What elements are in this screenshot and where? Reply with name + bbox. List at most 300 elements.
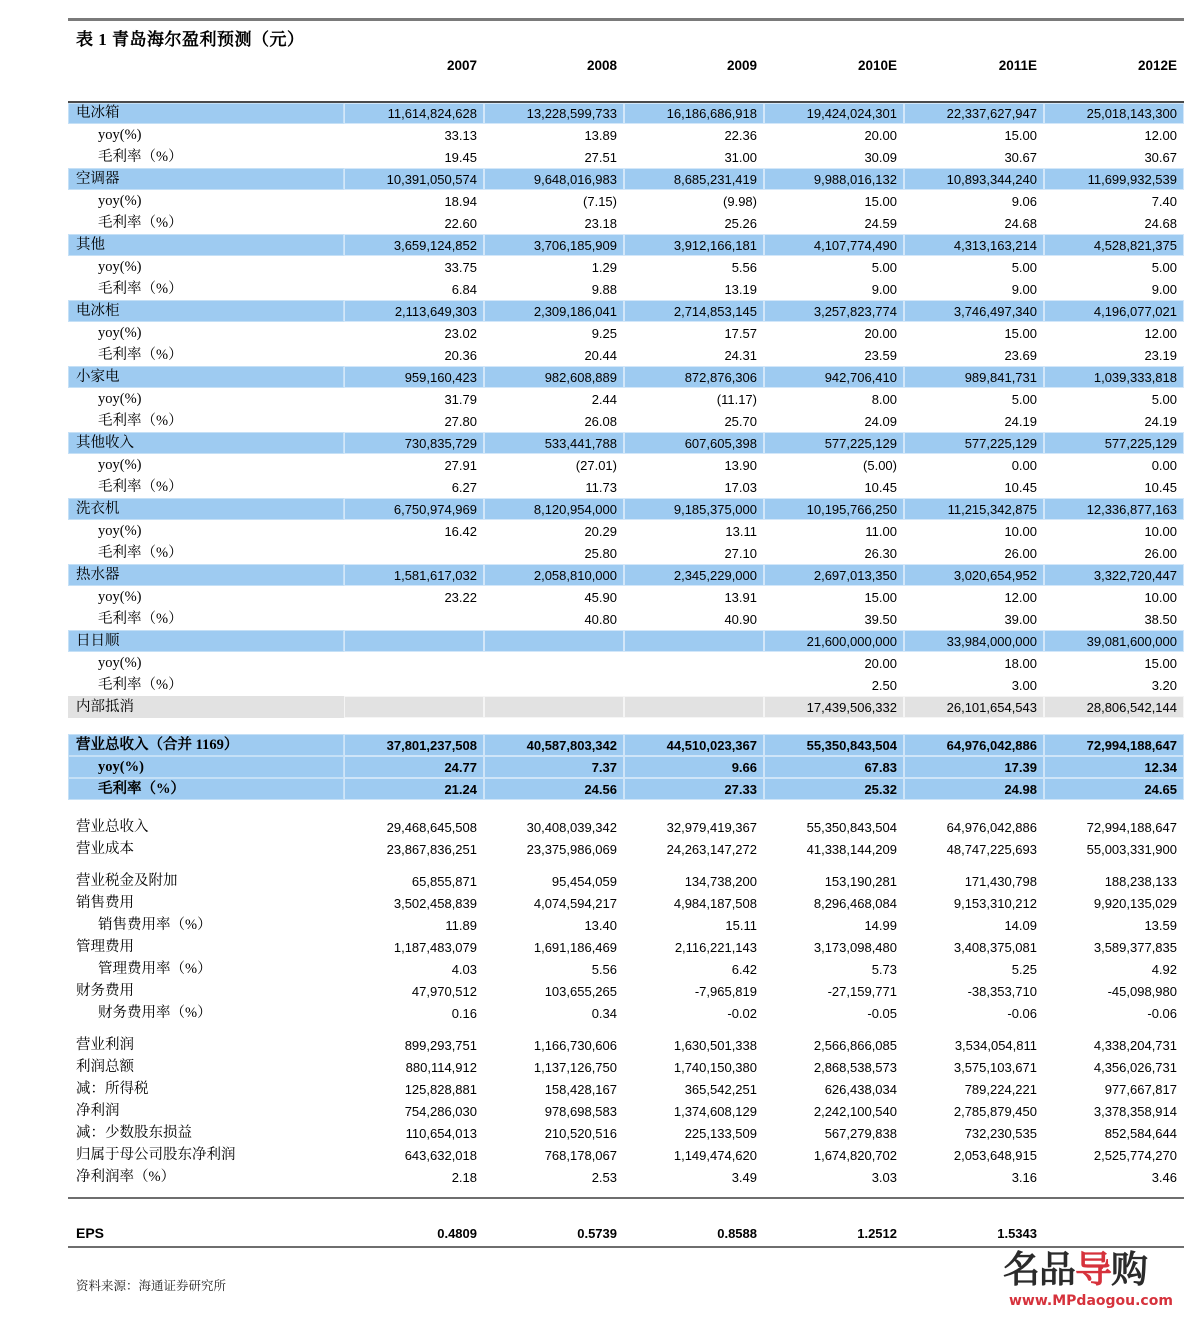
table-cell: 10,391,050,574 <box>344 168 484 190</box>
segment-yoy-label: yoy(%) <box>98 258 142 275</box>
segment-margin-label: 毛利率（%） <box>98 610 183 627</box>
table-cell: 3.03 <box>871 1169 897 1185</box>
spacer-cell <box>68 718 344 734</box>
table-cell: 0.34 <box>591 1005 617 1021</box>
table-cell: 24.59 <box>864 215 897 231</box>
table-cell: 4,107,774,490 <box>764 234 904 256</box>
spacer-cell <box>344 800 484 816</box>
summary-margin-label: 毛利率（%） <box>68 778 344 800</box>
segment-row <box>68 168 1184 190</box>
table-cell: 626,438,034 <box>824 1081 897 1097</box>
summary-yoy-label: yoy(%) <box>68 756 344 778</box>
spacer-cell <box>68 860 344 870</box>
segment-name: 空调器 <box>68 168 344 190</box>
table-cell: 22.36 <box>724 127 757 143</box>
table-cell: 0.00 <box>1011 457 1037 473</box>
segment-yoy-label: yoy(%) <box>98 192 142 209</box>
segment-row <box>68 630 1184 652</box>
table-cell: 789,224,221 <box>964 1081 1037 1097</box>
table-cell: 20.00 <box>864 655 897 671</box>
table-cell: 39.50 <box>864 611 897 627</box>
table-cell: 11,699,932,539 <box>1044 168 1184 190</box>
table-cell <box>344 630 484 652</box>
table-cell: -0.05 <box>867 1005 897 1021</box>
table-cell: 15.00 <box>864 193 897 209</box>
segment-yoy-label: yoy(%) <box>98 390 142 407</box>
spacer-cell <box>484 1188 624 1198</box>
table-header-row <box>68 54 1184 80</box>
watermark-url: www.MPdaogou.com <box>1009 1293 1173 1309</box>
table-cell: 577,225,129 <box>1044 432 1184 454</box>
spacer-cell <box>764 718 904 734</box>
table-cell: 67.83 <box>764 756 904 778</box>
financial-table-container <box>68 18 1184 1294</box>
table-cell: 225,133,509 <box>684 1125 757 1141</box>
income-statement-row <box>68 1144 1184 1166</box>
table-cell: 643,632,018 <box>404 1147 477 1163</box>
table-cell: 13.19 <box>724 281 757 297</box>
segment-row <box>68 300 1184 322</box>
table-cell: -0.02 <box>727 1005 757 1021</box>
table-cell: 9,153,310,212 <box>953 895 1037 911</box>
column-header-2011E: 2011E <box>998 57 1037 73</box>
spacer-cell <box>484 860 624 870</box>
table-cell: 1,674,820,702 <box>813 1147 897 1163</box>
table-cell: 730,835,729 <box>344 432 484 454</box>
rule-cell <box>484 1247 624 1269</box>
column-header-2008: 2008 <box>586 57 617 73</box>
table-cell: 8.00 <box>871 391 897 407</box>
table-cell: 989,841,731 <box>904 366 1044 388</box>
table-cell: 0.4809 <box>437 1225 477 1241</box>
table-cell: 9.00 <box>1151 281 1177 297</box>
rule-cell <box>344 80 484 102</box>
table-cell: 9.06 <box>1011 193 1037 209</box>
segment-yoy-label: yoy(%) <box>98 654 142 671</box>
rule-cell <box>68 80 344 102</box>
segment-row <box>68 564 1184 586</box>
table-cell: 6,750,974,969 <box>344 498 484 520</box>
table-cell: 9.00 <box>871 281 897 297</box>
table-cell: -0.06 <box>1007 1005 1037 1021</box>
table-cell: 3,322,720,447 <box>1044 564 1184 586</box>
table-cell: 3,378,358,914 <box>1093 1103 1177 1119</box>
table-cell: 26.00 <box>1144 545 1177 561</box>
table-cell: 982,608,889 <box>484 366 624 388</box>
table-cell: 26.30 <box>864 545 897 561</box>
table-cell: 158,428,167 <box>544 1081 617 1097</box>
table-cell: 103,655,265 <box>544 983 617 999</box>
eps-row <box>68 1220 1184 1247</box>
table-cell: 2,058,810,000 <box>484 564 624 586</box>
table-cell: 365,542,251 <box>684 1081 757 1097</box>
spacer-cell <box>344 1188 484 1198</box>
segment-yoy-label: yoy(%) <box>98 522 142 539</box>
segment-margin-row <box>68 278 1184 300</box>
table-cell: 15.00 <box>1004 325 1037 341</box>
table-cell <box>624 630 764 652</box>
segment-margin-label: 毛利率（%） <box>98 280 183 297</box>
watermark-char: 导 <box>1075 1248 1111 1291</box>
table-cell: 1.2512 <box>857 1225 897 1241</box>
income-statement-label: 营业成本 <box>76 840 134 857</box>
table-cell: 7.37 <box>484 756 624 778</box>
table-cell: 23.02 <box>444 325 477 341</box>
segment-yoy-label: yoy(%) <box>98 456 142 473</box>
profit-forecast-table <box>68 54 1184 1269</box>
segment-yoy-row <box>68 652 1184 674</box>
table-cell: 188,238,133 <box>1104 873 1177 889</box>
table-cell: 30.67 <box>1144 149 1177 165</box>
table-cell: 1,149,474,620 <box>673 1147 757 1163</box>
table-cell: 11.73 <box>585 479 617 495</box>
segment-margin-label: 毛利率（%） <box>98 412 183 429</box>
segment-margin-row <box>68 608 1184 630</box>
table-cell: 6.84 <box>451 281 477 297</box>
spacer-cell <box>624 800 764 816</box>
segment-row <box>68 432 1184 454</box>
table-cell: -0.06 <box>1147 1005 1177 1021</box>
segment-margin-label: 毛利率（%） <box>98 544 183 561</box>
table-cell: 31.00 <box>724 149 757 165</box>
rule-cell <box>484 1198 624 1220</box>
table-cell: 125,828,881 <box>404 1081 477 1097</box>
table-cell: 24.68 <box>1004 215 1037 231</box>
table-cell: 12.00 <box>1004 589 1037 605</box>
rule-cell <box>624 1198 764 1220</box>
income-statement-label: 净利润率（%） <box>76 1168 176 1185</box>
table-cell: 22.60 <box>444 215 477 231</box>
spacer-cell <box>68 1024 344 1034</box>
spacer-cell <box>904 1024 1044 1034</box>
table-cell: (7.15) <box>583 193 617 209</box>
table-cell: 26,101,654,543 <box>904 696 1044 718</box>
segment-yoy-row <box>68 388 1184 410</box>
table-cell: 959,160,423 <box>344 366 484 388</box>
table-cell: 0.5739 <box>577 1225 617 1241</box>
rule-cell <box>484 80 624 102</box>
table-cell: 3,706,185,909 <box>484 234 624 256</box>
segment-yoy-row <box>68 520 1184 542</box>
income-statement-label: 销售费用率（%） <box>98 916 212 933</box>
table-cell: 27.91 <box>444 457 477 473</box>
segment-margin-label: 毛利率（%） <box>98 478 183 495</box>
spacer-cell <box>624 860 764 870</box>
rule-cell <box>904 80 1044 102</box>
table-cell: 29,468,645,508 <box>386 819 477 835</box>
table-cell <box>344 652 484 674</box>
table-cell: 2,242,100,540 <box>813 1103 897 1119</box>
rule-cell <box>904 1247 1044 1269</box>
segment-row <box>68 234 1184 256</box>
table-cell: 10.45 <box>864 479 897 495</box>
table-cell: 153,190,281 <box>824 873 897 889</box>
spacer-cell <box>1044 1024 1184 1034</box>
table-cell: 27.80 <box>444 413 477 429</box>
table-cell: 1,581,617,032 <box>344 564 484 586</box>
segment-margin-row <box>68 344 1184 366</box>
table-cell: 8,685,231,419 <box>624 168 764 190</box>
rule-cell <box>1044 1198 1184 1220</box>
spacer-cell <box>764 1024 904 1034</box>
summary-yoy-row <box>68 756 1184 778</box>
table-cell: 2,345,229,000 <box>624 564 764 586</box>
table-cell: 2,113,649,303 <box>344 300 484 322</box>
income-statement-label: 减：所得税 <box>76 1080 149 1097</box>
table-cell: -7,965,819 <box>694 983 757 999</box>
table-cell: 0.8588 <box>717 1225 757 1241</box>
table-cell: 5.25 <box>1011 961 1037 977</box>
segment-yoy-row <box>68 586 1184 608</box>
table-cell: (9.98) <box>723 193 757 209</box>
table-cell: 3,575,103,671 <box>953 1059 1037 1075</box>
table-cell: 5.00 <box>1011 391 1037 407</box>
segment-name: 热水器 <box>68 564 344 586</box>
table-cell: 47,970,512 <box>411 983 477 999</box>
eps-label: EPS <box>76 1225 105 1241</box>
segment-margin-row <box>68 212 1184 234</box>
segment-name: 日日顺 <box>68 630 344 652</box>
segment-yoy-label: yoy(%) <box>98 324 142 341</box>
table-cell: 3,534,054,811 <box>954 1037 1037 1053</box>
rule-cell <box>1044 1247 1184 1269</box>
segment-yoy-row <box>68 322 1184 344</box>
table-cell: 9,988,016,132 <box>764 168 904 190</box>
table-cell: 6.42 <box>731 961 757 977</box>
table-cell: 3,020,654,952 <box>904 564 1044 586</box>
summary-label: 营业总收入（合并 1169） <box>68 734 344 756</box>
table-cell: 9,185,375,000 <box>624 498 764 520</box>
table-cell: 41,338,144,209 <box>806 841 897 857</box>
table-cell: 25.70 <box>724 413 757 429</box>
table-cell: 39,081,600,000 <box>1044 630 1184 652</box>
income-statement-label: 净利润 <box>76 1102 120 1119</box>
spacer-cell <box>904 860 1044 870</box>
income-statement-label: 营业总收入 <box>76 818 149 835</box>
spacer-cell <box>484 718 624 734</box>
table-cell: 977,667,817 <box>1104 1081 1177 1097</box>
table-cell: 134,738,200 <box>684 873 757 889</box>
income-statement-row <box>68 892 1184 914</box>
table-cell: 24.65 <box>1044 778 1184 800</box>
table-cell: 40.90 <box>724 611 757 627</box>
table-cell: (27.01) <box>575 457 617 473</box>
table-cell: 33.13 <box>444 127 477 143</box>
table-cell: 26.00 <box>1004 545 1037 561</box>
table-cell: 5.56 <box>591 961 617 977</box>
table-cell: 20.29 <box>584 523 617 539</box>
table-cell: 12.34 <box>1044 756 1184 778</box>
table-cell: 3.49 <box>731 1169 757 1185</box>
spacer-cell <box>904 1188 1044 1198</box>
table-cell: 18.94 <box>444 193 477 209</box>
segment-margin-label: 毛利率（%） <box>98 148 183 165</box>
table-cell: 13.11 <box>725 523 757 539</box>
table-cell: 24.09 <box>864 413 897 429</box>
table-cell: 27.33 <box>624 778 764 800</box>
income-statement-row <box>68 1002 1184 1024</box>
rule-cell <box>344 1198 484 1220</box>
rule-cell <box>764 1247 904 1269</box>
table-cell: 26.08 <box>584 413 617 429</box>
table-cell: 872,876,306 <box>624 366 764 388</box>
table-cell <box>344 674 484 696</box>
table-cell: 1,691,186,469 <box>533 939 617 955</box>
income-statement-row <box>68 838 1184 860</box>
spacer-cell <box>624 1024 764 1034</box>
column-header-2007: 2007 <box>446 57 477 73</box>
table-cell: 2,116,221,143 <box>674 939 757 955</box>
table-cell: 20.00 <box>864 325 897 341</box>
segment-margin-label: 毛利率（%） <box>98 676 183 693</box>
table-cell: 14.99 <box>864 917 897 933</box>
table-cell: 72,994,188,647 <box>1086 819 1177 835</box>
table-cell: 20.00 <box>864 127 897 143</box>
table-cell: 24,263,147,272 <box>666 841 757 857</box>
table-cell: 64,976,042,886 <box>946 819 1037 835</box>
table-cell: 9.88 <box>591 281 617 297</box>
table-cell <box>624 674 764 696</box>
table-cell: 20.44 <box>584 347 617 363</box>
table-cell: 3.46 <box>1151 1169 1177 1185</box>
table-cell: 9,648,016,983 <box>484 168 624 190</box>
table-cell: 171,430,798 <box>964 873 1037 889</box>
table-cell: 23.69 <box>1004 347 1037 363</box>
table-cell: 19,424,024,301 <box>764 102 904 124</box>
table-cell: 64,976,042,886 <box>904 734 1044 756</box>
table-cell: -27,159,771 <box>827 983 897 999</box>
table-cell: 768,178,067 <box>544 1147 617 1163</box>
segment-yoy-label: yoy(%) <box>98 126 142 143</box>
income-statement-row <box>68 1034 1184 1056</box>
table-cell: 4,984,187,508 <box>673 895 757 911</box>
table-cell: 31.79 <box>444 391 477 407</box>
table-cell: 24.19 <box>1004 413 1037 429</box>
table-cell: 24.98 <box>904 778 1044 800</box>
table-cell: 3,659,124,852 <box>344 234 484 256</box>
income-statement-label: 营业利润 <box>76 1036 134 1053</box>
table-cell <box>624 696 764 718</box>
table-cell: 1,137,126,750 <box>533 1059 617 1075</box>
table-cell: 21,600,000,000 <box>764 630 904 652</box>
segment-yoy-label: yoy(%) <box>98 588 142 605</box>
rule-cell <box>624 80 764 102</box>
table-cell: 23.18 <box>584 215 617 231</box>
table-cell: 24.19 <box>1144 413 1177 429</box>
table-cell: 1.5343 <box>997 1225 1037 1241</box>
table-cell: 23.22 <box>444 589 477 605</box>
table-cell <box>484 652 624 674</box>
table-cell: 2,566,866,085 <box>813 1037 897 1053</box>
table-cell: 9.25 <box>591 325 617 341</box>
table-cell: 15.00 <box>1004 127 1037 143</box>
table-cell: 4,313,163,214 <box>904 234 1044 256</box>
table-cell: 7.40 <box>1151 193 1177 209</box>
table-cell: 17.39 <box>904 756 1044 778</box>
table-cell: 48,747,225,693 <box>946 841 1037 857</box>
table-cell: 3,912,166,181 <box>624 234 764 256</box>
table-cell: 5.00 <box>1151 391 1177 407</box>
income-statement-row <box>68 1056 1184 1078</box>
rule-cell <box>344 1247 484 1269</box>
table-cell: 2,868,538,573 <box>813 1059 897 1075</box>
table-cell: 1,630,501,338 <box>673 1037 757 1053</box>
table-cell: 37,801,237,508 <box>344 734 484 756</box>
table-cell: 39.00 <box>1004 611 1037 627</box>
spacer-cell <box>624 1188 764 1198</box>
table-cell: 44,510,023,367 <box>624 734 764 756</box>
watermark-char: 名 <box>1003 1248 1039 1291</box>
segment-margin-label: 毛利率（%） <box>98 214 183 231</box>
table-cell: 533,441,788 <box>484 432 624 454</box>
table-cell: 24.77 <box>344 756 484 778</box>
table-cell: 6.27 <box>451 479 477 495</box>
table-cell: 978,698,583 <box>544 1103 617 1119</box>
column-header-2010E: 2010E <box>857 57 897 73</box>
table-cell <box>484 630 624 652</box>
table-cell: 17.03 <box>724 479 757 495</box>
table-cell: 732,230,535 <box>964 1125 1037 1141</box>
table-cell: 25.80 <box>584 545 617 561</box>
income-statement-label: 营业税金及附加 <box>76 872 178 889</box>
income-statement-label: 管理费用率（%） <box>98 960 212 977</box>
table-cell: (5.00) <box>863 457 897 473</box>
table-cell <box>344 696 484 718</box>
income-statement-row <box>68 1122 1184 1144</box>
income-statement-label: 归属于母公司股东净利润 <box>76 1146 236 1163</box>
table-cell: 24.56 <box>484 778 624 800</box>
table-cell: -45,098,980 <box>1107 983 1177 999</box>
table-cell: 13,228,599,733 <box>484 102 624 124</box>
table-cell: 567,279,838 <box>824 1125 897 1141</box>
table-cell: 21.24 <box>344 778 484 800</box>
segment-name: 洗衣机 <box>68 498 344 520</box>
row-spacer <box>68 860 1184 870</box>
table-cell: 0.16 <box>451 1005 477 1021</box>
table-cell: 754,286,030 <box>404 1103 477 1119</box>
table-cell: 3.00 <box>1011 677 1037 693</box>
table-cell: 5.00 <box>1011 259 1037 275</box>
table-cell: 0.00 <box>1151 457 1177 473</box>
table-cell: 8,296,468,084 <box>813 895 897 911</box>
spacer-cell <box>764 800 904 816</box>
table-cell: 27.10 <box>724 545 757 561</box>
eps-top-rule <box>68 1198 1184 1220</box>
segment-yoy-row <box>68 256 1184 278</box>
segment-row <box>68 102 1184 124</box>
table-cell: 23.19 <box>1144 347 1177 363</box>
table-cell: 10.45 <box>1004 479 1037 495</box>
table-cell: 4.03 <box>451 961 477 977</box>
table-cell: 577,225,129 <box>904 432 1044 454</box>
spacer-cell <box>1044 800 1184 816</box>
segment-yoy-row <box>68 454 1184 476</box>
table-cell <box>484 696 624 718</box>
table-cell: 942,706,410 <box>764 366 904 388</box>
table-cell: 3,502,458,839 <box>393 895 477 911</box>
table-cell <box>1044 1220 1184 1247</box>
table-cell: -38,353,710 <box>967 983 1037 999</box>
spacer-cell <box>484 800 624 816</box>
table-cell: 65,855,871 <box>411 873 477 889</box>
table-body <box>68 54 1184 1269</box>
table-cell: 1,039,333,818 <box>1044 366 1184 388</box>
header-corner <box>68 54 344 80</box>
table-cell: 72,994,188,647 <box>1044 734 1184 756</box>
table-title: 表 1 青岛海尔盈利预测（元） <box>76 30 305 49</box>
table-cell: 13.59 <box>1144 917 1177 933</box>
table-cell: 3,173,098,480 <box>813 939 897 955</box>
